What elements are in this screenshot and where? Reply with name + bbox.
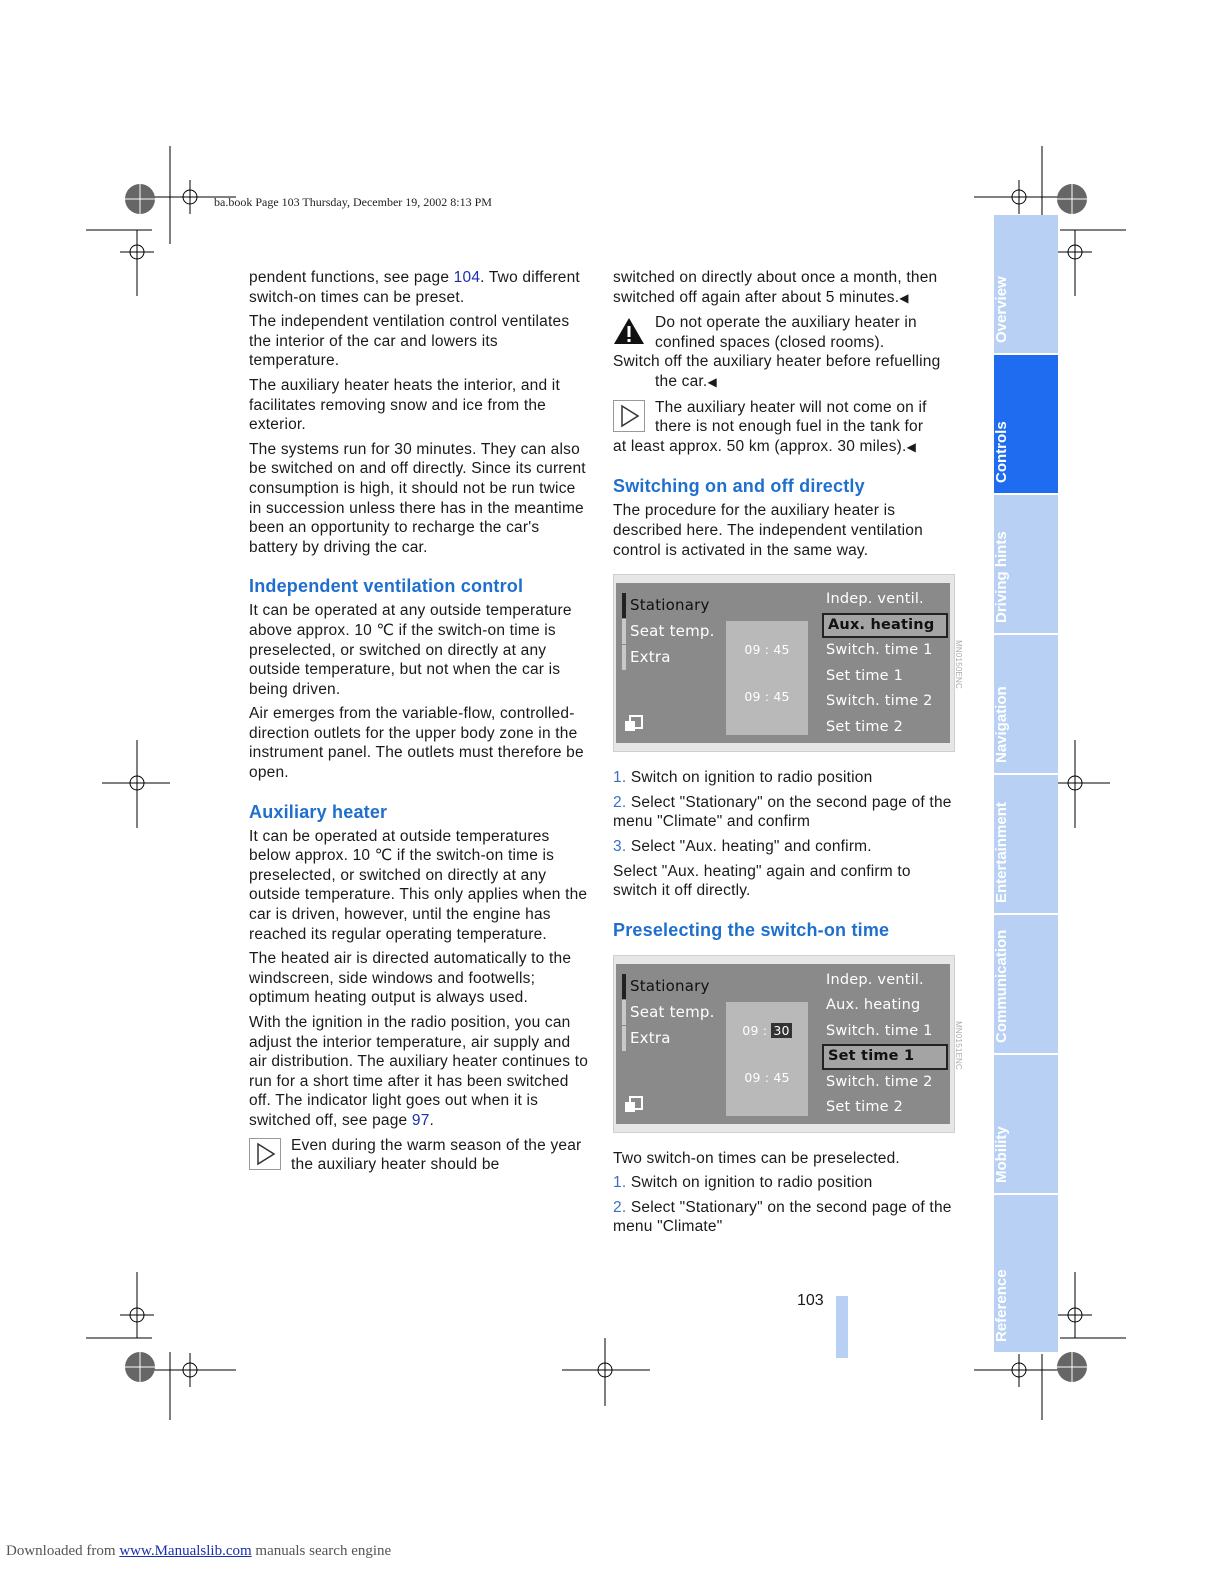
note — [249, 1136, 591, 1175]
paragraph: Two switch-on times can be preselected. — [613, 1149, 900, 1167]
back-icon — [624, 715, 644, 733]
manualslib-link[interactable]: www.Manualslib.com — [119, 1543, 252, 1559]
note-text: Even during the warm season of the year the auxiliary heater should be — [291, 1136, 582, 1174]
paragraph — [249, 1013, 591, 1131]
screen-illustration-2 — [613, 955, 963, 1133]
display-right-menu — [822, 587, 948, 740]
paragraph: The independent ventilation control ventilates the interior of the car and lowers its temperature. — [249, 313, 570, 370]
paragraph: Select "Aux. heating" again and confirm to switch it off directly. — [613, 862, 911, 900]
menu-item-seat-temp: Seat temp. — [622, 619, 715, 644]
tab-overview[interactable]: Overview — [994, 215, 1058, 355]
tab-controls[interactable]: Controls — [994, 355, 1058, 495]
tab-navigation[interactable]: Navigation — [994, 635, 1058, 775]
paragraph — [613, 268, 955, 308]
list-item: 2. Select "Stationary" on the second page of the menu "Climate" and confirm — [613, 793, 952, 831]
note-play-icon — [613, 400, 645, 432]
text: pendent functions, see page — [249, 269, 454, 286]
menu-item-switch-time-1: Switch. time 1 — [826, 642, 933, 659]
left-column — [249, 268, 591, 1180]
menu-item-seat-temp: Seat temp. — [622, 1000, 715, 1025]
heading-switching-on-off: Switching on and off directly — [613, 476, 865, 497]
menu-item-aux-heating: Aux. heating — [826, 997, 921, 1014]
tab-reference[interactable]: Reference — [994, 1195, 1058, 1354]
footer — [6, 1543, 391, 1560]
image-code: MN0150ENC — [954, 640, 963, 690]
page-link-97[interactable]: 97 — [411, 1111, 430, 1129]
menu-item-indep-ventil: Indep. ventil. — [826, 591, 924, 608]
paragraph: The heated air is directed automatically to the windscreen, side windows and footwells; optimum heating output is always used. — [249, 950, 572, 1007]
footer-text: manuals search engine — [251, 1543, 392, 1559]
display-left-menu — [622, 974, 715, 1052]
menu-item-extra: Extra — [622, 645, 715, 670]
paragraph: It can be operated at outside temperatures below approx. 10 ℃ if the switch-on time is preselected, or switched on directly at any outside temperature. This only applies when the car is driven, however, until the engine has reached its regular operating temperature. — [249, 827, 588, 943]
end-mark-icon: ◀ — [707, 374, 717, 389]
menu-item-indep-ventil: Indep. ventil. — [826, 971, 924, 988]
warning-note — [613, 313, 955, 392]
warning-icon — [613, 315, 645, 347]
heading-independent-ventilation: Independent ventilation control — [249, 576, 524, 597]
end-mark-icon: ◀ — [899, 290, 909, 305]
warning-text: Do not operate the auxiliary heater in confined spaces (closed rooms). — [655, 314, 917, 351]
note-text: The auxiliary heater will not come on if there is not enough fuel in the tank for — [655, 398, 927, 436]
text: switched on directly about once a month, then switched off again after about 5 minutes. — [613, 269, 938, 306]
paragraph: The auxiliary heater heats the interior, and it facilitates removing snow and ice from the exterior. — [249, 376, 560, 434]
note — [613, 398, 955, 458]
menu-item-set-time-2: Set time 2 — [826, 718, 904, 735]
print-header: ba.book Page 103 Thursday, December 19, 2002 8:13 PM — [214, 195, 492, 209]
paragraph — [249, 268, 591, 307]
text: . — [429, 1111, 435, 1129]
tab-entertainment[interactable]: Entertainment — [994, 775, 1058, 915]
note-play-icon — [249, 1138, 281, 1170]
heading-preselecting: Preselecting the switch-on time — [613, 919, 890, 940]
image-code: MN0151ENC — [954, 1020, 963, 1070]
paragraph: The systems run for 30 minutes. They can also be switched on and off directly. Since its current consumption is high, it should not be run twice in succession unless there has in the meantime been an opportunity to recharge the car's battery by driving the car. — [249, 440, 586, 556]
menu-item-switch-time-2: Switch. time 2 — [826, 1073, 933, 1090]
end-mark-icon: ◀ — [906, 439, 916, 454]
menu-item-extra: Extra — [622, 1026, 715, 1051]
page-number: 103 — [797, 1292, 824, 1309]
text: With the ignition in the radio position, you can adjust the interior temperature, air supply and air distribution. The auxiliary heater continues to run for a short time after it has been switched off. The indicator light goes out when it is switched off, see page — [249, 1014, 589, 1129]
display — [616, 583, 950, 743]
menu-item-set-time-1: Set time 1 — [826, 667, 904, 684]
switch-time-2-value: 09 : 45 — [744, 689, 790, 705]
right-column — [613, 268, 963, 1242]
menu-item-switch-time-1: Switch. time 1 — [826, 1022, 933, 1039]
display — [616, 964, 950, 1124]
text: . Two different switch-on times can be preset. — [249, 269, 580, 306]
switch-time-1-value: 09 : 45 — [744, 642, 790, 658]
page-marker — [836, 1296, 848, 1358]
time-panel — [726, 1002, 808, 1116]
menu-item-switch-time-2: Switch. time 2 — [826, 693, 933, 710]
list-item: 2. Select "Stationary" on the second page of the menu "Climate" — [613, 1198, 952, 1236]
menu-item-stationary: Stationary — [622, 974, 715, 999]
steps-list-1 — [613, 768, 955, 856]
paragraph: The procedure for the auxiliary heater is described here. The independent ventilation control is activated in the same way. — [613, 502, 923, 559]
paragraph: Air emerges from the variable-flow, controlled-direction outlets for the upper body zone in the instrument panel. The outlets must therefore be open. — [249, 705, 584, 782]
display-left-menu — [622, 593, 715, 671]
screen-illustration-1 — [613, 574, 963, 752]
note-text: at least approx. 50 km (approx. 30 miles). — [613, 437, 907, 455]
tab-communication[interactable]: Communication — [994, 915, 1058, 1055]
time-panel — [726, 621, 808, 735]
display-right-menu — [822, 968, 948, 1121]
list-item: 3. Select "Aux. heating" and confirm. — [613, 837, 872, 855]
tab-mobility[interactable]: Mobility — [994, 1055, 1058, 1195]
back-icon — [624, 1096, 644, 1114]
list-item: 1. Switch on ignition to radio position — [613, 1174, 873, 1192]
footer-text: Downloaded from — [6, 1543, 120, 1559]
heading-auxiliary-heater: Auxiliary heater — [249, 801, 388, 822]
switch-time-1-value: 09 : 30 — [742, 1022, 790, 1038]
menu-item-set-time-2: Set time 2 — [826, 1099, 904, 1116]
menu-item-stationary: Stationary — [622, 593, 715, 618]
chapter-tabs — [994, 215, 1058, 1352]
steps-list-2 — [613, 1173, 955, 1237]
paragraph: It can be operated at any outside temperature above approx. 10 ℃ if the switch-on time is preselected, or switched on directly at any outside temperature, but not when the car is being driven. — [249, 602, 572, 698]
switch-time-2-value: 09 : 45 — [744, 1069, 790, 1085]
page-link-104[interactable]: 104 — [453, 269, 481, 286]
list-item: 1. Switch on ignition to radio position — [613, 769, 873, 787]
warning-text: Switch off the auxiliary heater before refuelling the car. — [613, 353, 941, 390]
menu-item-aux-heating: Aux. heating — [822, 613, 948, 639]
menu-item-set-time-1: Set time 1 — [822, 1044, 948, 1070]
tab-driving-hints[interactable]: Driving hints — [994, 495, 1058, 635]
